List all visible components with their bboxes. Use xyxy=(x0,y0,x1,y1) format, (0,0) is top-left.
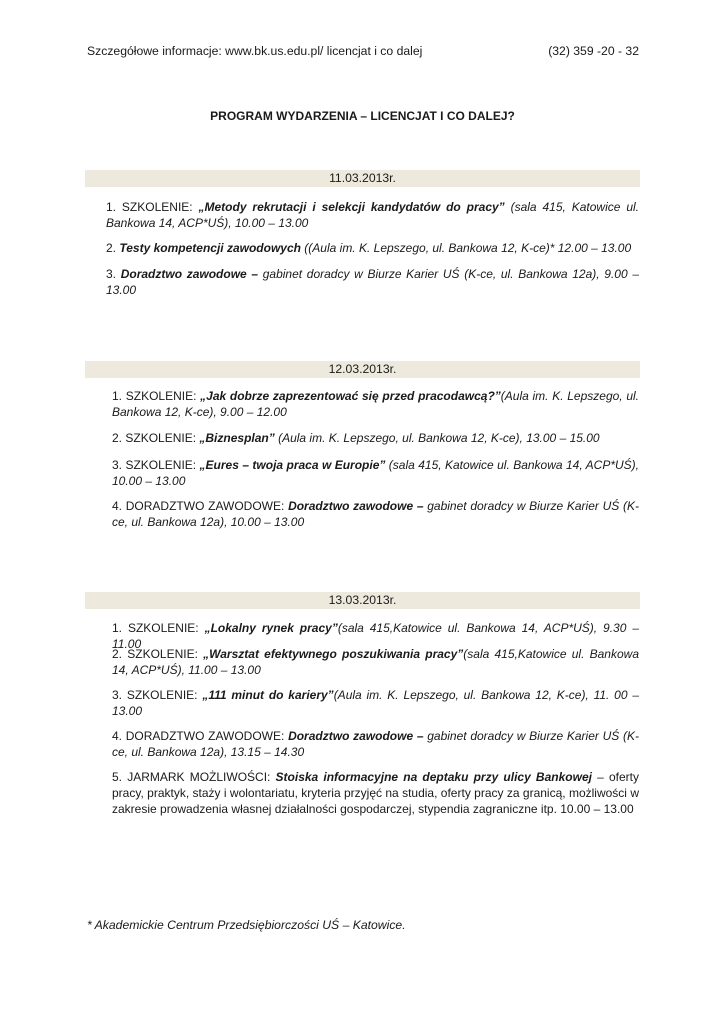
day1-item-2: 2. Testy kompetencji zawodowych ((Aula im. K. Lepszego, ul. Bankowa 12, K-ce)* 12.00 – 13.00 xyxy=(106,241,632,255)
header-phone: (32) 359 -20 - 32 xyxy=(548,44,639,58)
day-header-1: 11.03.2013r. xyxy=(85,170,640,187)
day1-item-3: 3. Doradztwo zawodowe – gabinet doradcy w Biurze Karier UŚ (K-ce, ul. Bankowa 12a), 9.00 – 13.00 xyxy=(106,267,639,297)
day-header-2: 12.03.2013r. xyxy=(85,361,640,378)
day2-item-3: 3. SZKOLENIE: „Eures – twoja praca w Europie” (sala 415, Katowice ul. Bankowa 14, ACP*UŚ), 10.00 – 13.00 xyxy=(112,458,639,488)
day2-item-4: 4. DORADZTWO ZAWODOWE: Doradztwo zawodowe – gabinet doradcy w Biurze Karier UŚ (K-ce, ul. Bankowa 12a), 10.00 – 13.00 xyxy=(112,499,639,529)
day2-item-2: 2. SZKOLENIE: „Biznesplan” (Aula im. K. Lepszego, ul. Bankowa 12, K-ce), 13.00 – 15.00 xyxy=(112,431,600,445)
day-header-3: 13.03.2013r. xyxy=(85,592,640,609)
footnote: * Akademickie Centrum Przedsiębiorczości UŚ – Katowice. xyxy=(87,918,406,932)
day3-item-4: 4. DORADZTWO ZAWODOWE: Doradztwo zawodowe – gabinet doradcy w Biurze Karier UŚ (K-ce, ul. Bankowa 12a), 13.15 – 14.30 xyxy=(112,729,639,759)
day2-item-1: 1. SZKOLENIE: „Jak dobrze zaprezentować się przed pracodawcą?”(Aula im. K. Lepszego, ul. Bankowa 12, K-ce), 9.00 – 12.00 xyxy=(112,389,640,419)
day3-item-3: 3. SZKOLENIE: „111 minut do kariery”(Aula im. K. Lepszego, ul. Bankowa 12, K-ce), 11. 00 – 13.00 xyxy=(112,688,639,718)
header-info: Szczegółowe informacje: www.bk.us.edu.pl/ licencjat i co dalej xyxy=(87,44,423,58)
day3-item-2: 2. SZKOLENIE: „Warsztat efektywnego poszukiwania pracy”(sala 415,Katowice ul. Bankowa 14, ACP*UŚ), 11.00 – 13.00 xyxy=(112,647,639,677)
day1-item-1: 1. SZKOLENIE: „Metody rekrutacji i selekcji kandydatów do pracy” (sala 415, Katowice ul. Bankowa 14, ACP*UŚ), 10.00 – 13.00 xyxy=(106,200,639,230)
document-title: PROGRAM WYDARZENIA – LICENCJAT I CO DALEJ? xyxy=(210,109,515,123)
day3-item-5: 5. JARMARK MOŻLIWOŚCI: Stoiska informacyjne na deptaku przy ulicy Bankowej – oferty pracy, praktyk, staży i wolontariatu, kryteria przyjęć na studia, oferty pracy za granicą, możliwości w zakresie prowadzenia własnej działalności gospodarczej, stypendia zagraniczne itp. 10.00 – 13.00 xyxy=(112,770,639,816)
day3-item-1: 1. SZKOLENIE: „Lokalny rynek pracy”(sala 415,Katowice ul. Bankowa 14, ACP*UŚ), 9.30 – 11.00 xyxy=(112,621,640,651)
page-header xyxy=(87,44,639,58)
